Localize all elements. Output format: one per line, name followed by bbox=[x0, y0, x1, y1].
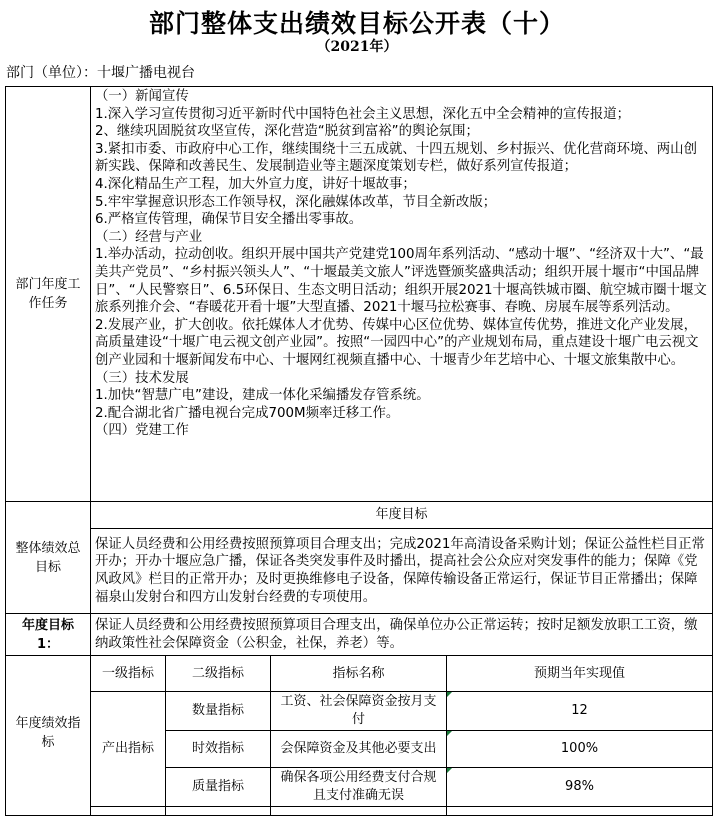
task-line: （一）新闻宣传 bbox=[95, 89, 189, 104]
task-line: 6.严格宣传管理，确保节目安全播出零事故。 bbox=[95, 212, 363, 228]
annual-tasks-label: 部门年度工作任务 bbox=[15, 277, 81, 311]
task-line: 2.发展产业，扩大创收。依托媒体人才优势、传媒中心区位优势、媒体宣传优势，推进文化产业发展，高质量建设“十堰广电云视文创产业园”。按照“一园四中心”的产业规划布局，重点建设十堰广电云视文创产业园和十堰新闻发布中心、十堰网红视频直播中心、十堰青少年艺培中心、十堰文旅集散中心。 bbox=[95, 317, 699, 368]
annual-goal-label: 年度目标1： bbox=[21, 617, 74, 652]
task-line: 1.举办活动，拉动创收。组织开展中国共产党建党100周年系列活动、“感动十堰”、“经济双十大”、“最美共产党员”、“乡村振兴领头人”、“十堰最美文旅人”评选暨颁奖盛典活动；组织开展十堰市“中国品牌日”、“人民警察日”、6.5环保日、生态文明日活动；组织开展2021十堰高铁城市圈、航空城市圈十堰文旅系列推介会、“春暖花开看十堰”大型直播、2021十堰马拉松赛事、春晚、房展车展等系列活动。 bbox=[95, 247, 707, 316]
row-indicator-name: 确保各项公用经费支付合规且支付准确无误 bbox=[280, 770, 437, 803]
row-indicator-name: 工资、社会保障资金按月支付 bbox=[280, 694, 437, 727]
header-expected-value: 预期当年实现值 bbox=[533, 665, 625, 681]
page-title: 部门整体支出绩效目标公开表（十） bbox=[148, 9, 565, 38]
row-expected-value: 98% bbox=[565, 779, 594, 794]
task-line: （三）技术发展 bbox=[95, 370, 189, 386]
task-line: 2、继续巩固脱贫攻坚宣传，深化营造“脱贫到富裕”的舆论氛围； bbox=[95, 124, 479, 140]
row-level2: 数量指标 bbox=[191, 703, 244, 718]
task-line: 1.深入学习宣传贯彻习近平新时代中国特色社会主义思想，深化五中全会精神的宣传报道； bbox=[95, 106, 631, 122]
department-label: 部门（单位）：十堰广播电视台 bbox=[6, 65, 195, 81]
task-line: （四）党建工作 bbox=[95, 423, 189, 439]
task-line: 1.加快“智慧广电”建设，建成一体化采编播发存管系统。 bbox=[95, 388, 430, 404]
cell-marker-icon bbox=[447, 768, 452, 773]
overall-goal-header: 年度目标 bbox=[375, 507, 428, 522]
header-level1: 一级指标 bbox=[101, 665, 154, 681]
row-level2: 时效指标 bbox=[191, 741, 244, 756]
cell-marker-icon bbox=[447, 692, 452, 697]
header-level2: 二级指标 bbox=[191, 665, 244, 681]
annual-tasks-content bbox=[91, 87, 712, 501]
row-indicator-name: 会保障资金及其他必要支出 bbox=[280, 741, 437, 756]
row-expected-value: 12 bbox=[571, 703, 588, 718]
indicators-label: 年度绩效指标 bbox=[15, 715, 81, 750]
row-expected-value: 100% bbox=[560, 741, 599, 756]
overall-goal-text: 保证人员经费和公用经费按照预算项目合理支出；完成2021年高清设备采购计划；保证公益性栏目正常开办；开办十堰应急广播，保证各类突发事件及时播出，提高社会公众应对突发事件的能力；保障《党风政风》栏目的正常开办；及时更换维修电子设备，保障传输设备正常运行，保证节目正常播出；保障福泉山发射台和四方山发射台经费的专项使用。 bbox=[95, 536, 705, 605]
annual-goal-text: 保证人员经费和公用经费按照预算项目合理支出，确保单位办公正常运转；按时足额发放职工工资，缴纳政策性社会保障资金（公积金，社保，养老）等。 bbox=[95, 617, 698, 651]
level1-output-indicator: 产出指标 bbox=[101, 741, 154, 756]
header-indicator-name: 指标名称 bbox=[332, 665, 385, 681]
cell-marker-icon bbox=[447, 731, 452, 736]
task-line: 5.牢牢掌握意识形态工作领导权，深化融媒体改革，节目全新改版； bbox=[95, 194, 497, 210]
overall-goal-label: 整体绩效总目标 bbox=[15, 540, 81, 575]
task-line: 3.紧扣市委、市政府中心工作，继续围绕十三五成就、十四五规划、乡村振兴、优化营商环境、两山创新实践、保障和改善民生、发展制造业等主题深度策划专栏，做好系列宣传报道； bbox=[95, 141, 697, 175]
task-line: （二）经营与产业 bbox=[95, 229, 203, 245]
task-line: 4.深化精品生产工程，加大外宣力度，讲好十堰故事； bbox=[95, 176, 416, 192]
row-level2: 质量指标 bbox=[191, 779, 244, 794]
task-line: 2.配合湖北省广播电视台完成700M频率迁移工作。 bbox=[95, 405, 400, 421]
year-label: （2021年） bbox=[316, 39, 398, 55]
